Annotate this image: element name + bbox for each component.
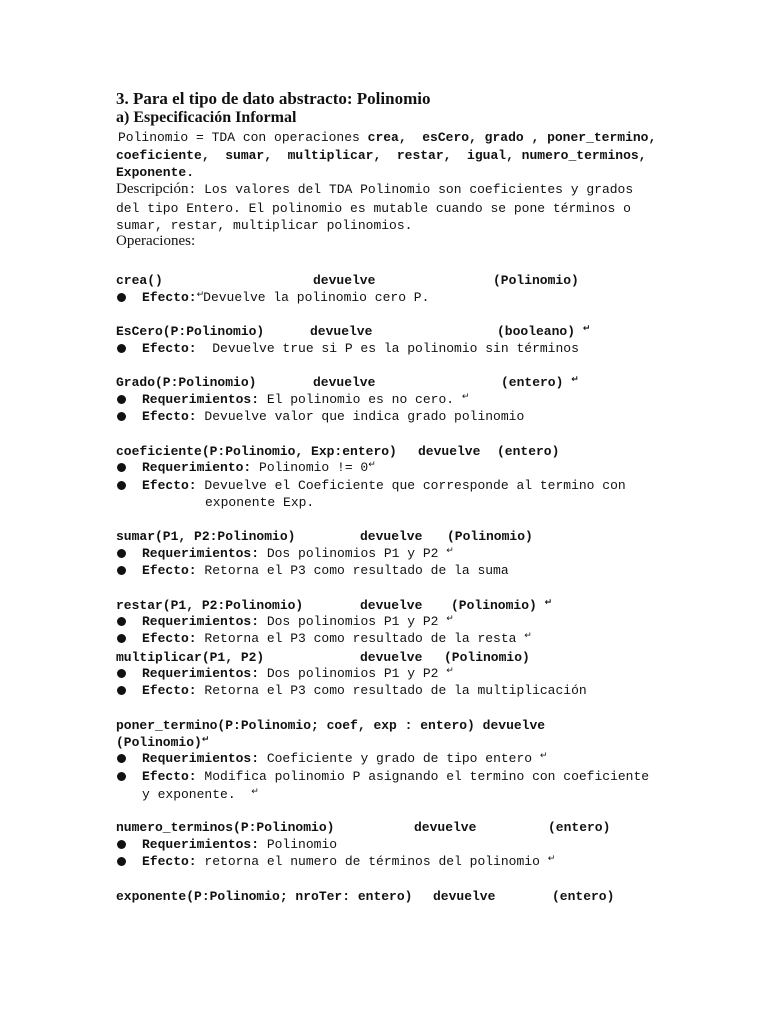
return-mark-icon: ↵ bbox=[461, 392, 469, 402]
return-mark-icon: ↵ bbox=[582, 324, 590, 334]
op-escero-devuelve: devuelve bbox=[310, 324, 373, 339]
bullet-icon bbox=[117, 617, 126, 626]
section-title: 3. Para el tipo de dato abstracto: Polinomio bbox=[116, 89, 431, 108]
op-exponente-devuelve: devuelve bbox=[433, 889, 496, 904]
op-escero-return: (booleano) ↵ bbox=[497, 324, 590, 339]
descripcion-line-3: sumar, restar, multiplicar polinomios. bbox=[116, 218, 413, 233]
return-mark-icon: ↵ bbox=[368, 460, 375, 470]
op-crea-return: (Polinomio) bbox=[493, 273, 579, 288]
op-escero-efecto: Efecto: Devuelve true si P es la polinomio sin términos bbox=[142, 341, 579, 356]
op-sumar-return: (Polinomio) bbox=[447, 529, 533, 544]
op-crea-devuelve: devuelve bbox=[313, 273, 376, 288]
op-exponente-signature: exponente(P:Polinomio; nroTer: entero) bbox=[116, 889, 413, 904]
bullet-icon bbox=[117, 463, 126, 472]
return-mark-icon: ↵ bbox=[571, 375, 578, 385]
bullet-icon bbox=[117, 840, 126, 849]
tda-ops: crea, esCero, grado , poner_termino, bbox=[367, 130, 657, 145]
bullet-icon bbox=[117, 669, 126, 678]
op-coeficiente-efecto-2: exponente Exp. bbox=[205, 495, 315, 510]
bullet-icon bbox=[117, 566, 126, 575]
return-mark-icon: ↵ bbox=[539, 751, 547, 761]
op-restar-return: (Polinomio) ↵ bbox=[451, 598, 552, 613]
op-coeficiente-return: (entero) bbox=[497, 444, 560, 459]
op-restar-devuelve: devuelve bbox=[360, 598, 423, 613]
bullet-icon bbox=[117, 344, 126, 353]
op-poner-req: Requerimientos: Coeficiente y grado de tipo entero ↵ bbox=[142, 751, 547, 766]
op-escero-signature: EsCero(P:Polinomio) bbox=[116, 324, 265, 339]
bullet-icon bbox=[117, 686, 126, 695]
return-mark-icon: ↵ bbox=[446, 666, 453, 676]
op-crea-efecto: Efecto:↵Devuelve la polinomio cero P. bbox=[142, 290, 430, 305]
op-poner-efecto: Efecto: Modifica polinomio P asignando el termino con coeficiente bbox=[142, 769, 650, 784]
op-restar-signature: restar(P1, P2:Polinomio) bbox=[116, 598, 304, 613]
bullet-icon bbox=[117, 754, 126, 763]
op-numero-return: (entero) bbox=[548, 820, 611, 835]
op-coeficiente-efecto: Efecto: Devuelve el Coeficiente que corresponde al termino con bbox=[142, 478, 626, 493]
return-mark-icon: ↵ bbox=[547, 854, 555, 864]
op-coeficiente-req: Requerimiento: Polinomio != 0↵ bbox=[142, 460, 375, 475]
bullet-icon bbox=[117, 293, 126, 302]
tda-line-1 bbox=[118, 130, 656, 145]
op-numero-efecto: Efecto: retorna el numero de términos del polinomio ↵ bbox=[142, 854, 555, 869]
bullet-icon bbox=[117, 549, 126, 558]
op-poner-signature: poner_termino(P:Polinomio; coef, exp : entero) devuelve bbox=[116, 718, 546, 733]
op-grado-devuelve: devuelve bbox=[313, 375, 376, 390]
op-multiplicar-req: Requerimientos: Dos polinomios P1 y P2 ↵ bbox=[142, 666, 453, 681]
op-poner-return: (Polinomio)↵ bbox=[116, 735, 209, 750]
descripcion-text-1: : Los valores del TDA Polinomio son coeficientes y grados bbox=[188, 182, 634, 197]
bullet-icon bbox=[117, 634, 126, 643]
op-multiplicar-return: (Polinomio) bbox=[444, 650, 530, 665]
op-multiplicar-efecto: Efecto: Retorna el P3 como resultado de la multiplicación bbox=[142, 683, 587, 698]
return-mark-icon: ↵ bbox=[446, 546, 453, 556]
op-sumar-devuelve: devuelve bbox=[360, 529, 423, 544]
op-grado-return: (entero) ↵ bbox=[501, 375, 578, 390]
tda-prefix: Polinomio = TDA con operaciones bbox=[118, 130, 368, 145]
op-grado-req: Requerimientos: El polinomio es no cero. ↵ bbox=[142, 392, 469, 407]
op-poner-efecto-2: y exponente. ↵ bbox=[142, 787, 258, 802]
return-mark-icon: ↵ bbox=[196, 290, 204, 300]
op-crea-signature: crea() bbox=[116, 273, 163, 288]
op-restar-req: Requerimientos: Dos polinomios P1 y P2 ↵ bbox=[142, 614, 453, 629]
return-mark-icon: ↵ bbox=[201, 735, 209, 745]
bullet-icon bbox=[117, 481, 126, 490]
op-coeficiente-signature: coeficiente(P:Polinomio, Exp:entero) bbox=[116, 444, 397, 459]
op-coeficiente-devuelve: devuelve bbox=[418, 444, 481, 459]
op-numero-signature: numero_terminos(P:Polinomio) bbox=[116, 820, 335, 835]
op-grado-signature: Grado(P:Polinomio) bbox=[116, 375, 257, 390]
subsection-title: a) Especificación Informal bbox=[116, 109, 297, 126]
op-numero-req: Requerimientos: Polinomio bbox=[142, 837, 338, 852]
return-mark-icon: ↵ bbox=[251, 787, 258, 797]
descripcion-line-2: del tipo Entero. El polinomio es mutable cuando se pone términos o bbox=[116, 201, 631, 216]
tda-line-2: coeficiente, sumar, multiplicar, restar, igual, numero_terminos, bbox=[116, 148, 647, 163]
op-grado-efecto: Efecto: Devuelve valor que indica grado polinomio bbox=[142, 409, 525, 424]
return-mark-icon: ↵ bbox=[524, 631, 531, 641]
op-multiplicar-signature: multiplicar(P1, P2) bbox=[116, 650, 265, 665]
descripcion-line-1 bbox=[116, 180, 633, 198]
op-sumar-req: Requerimientos: Dos polinomios P1 y P2 ↵ bbox=[142, 546, 453, 561]
op-multiplicar-devuelve: devuelve bbox=[360, 650, 423, 665]
operaciones-heading: Operaciones: bbox=[116, 233, 196, 249]
return-mark-icon: ↵ bbox=[446, 614, 453, 624]
return-mark-icon: ↵ bbox=[544, 598, 552, 608]
op-sumar-signature: sumar(P1, P2:Polinomio) bbox=[116, 529, 296, 544]
bullet-icon bbox=[117, 772, 126, 781]
op-sumar-efecto: Efecto: Retorna el P3 como resultado de la suma bbox=[142, 563, 509, 578]
bullet-icon bbox=[117, 857, 126, 866]
bullet-icon bbox=[117, 412, 126, 421]
op-restar-efecto: Efecto: Retorna el P3 como resultado de la resta ↵ bbox=[142, 631, 531, 646]
descripcion-label: Descripción bbox=[116, 181, 189, 197]
op-numero-devuelve: devuelve bbox=[414, 820, 477, 835]
bullet-icon bbox=[117, 395, 126, 404]
tda-line-3: Exponente. bbox=[116, 165, 195, 180]
op-exponente-return: (entero) bbox=[552, 889, 615, 904]
